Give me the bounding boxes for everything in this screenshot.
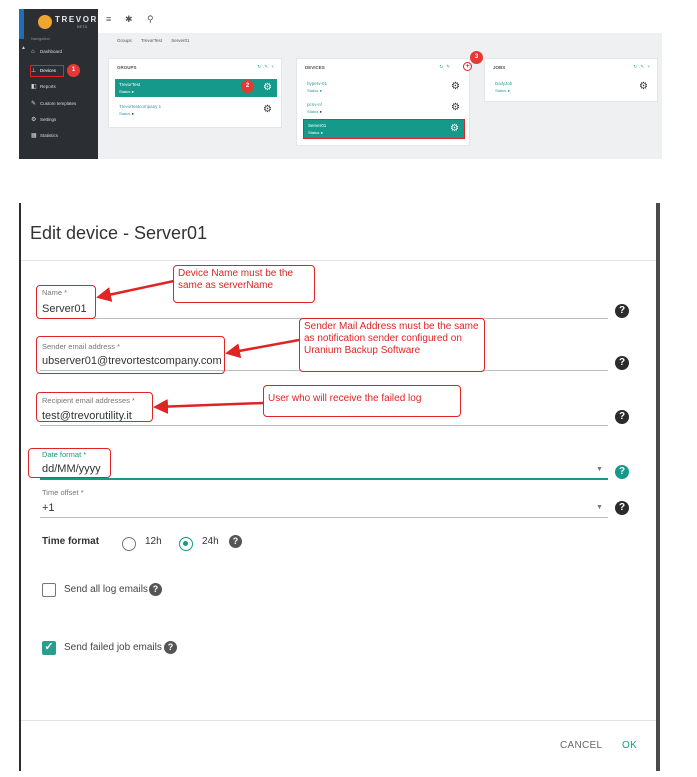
help-icon[interactable]: ? bbox=[229, 535, 242, 548]
row-status: Status ● bbox=[495, 88, 510, 93]
gear-icon[interactable]: ⚙ bbox=[451, 81, 460, 92]
name-highlight-box bbox=[36, 285, 96, 319]
recipient-highlight-box bbox=[36, 392, 153, 422]
time-offset-underline bbox=[40, 517, 608, 518]
home-icon: ⌂ bbox=[31, 49, 35, 55]
breadcrumb-item: Server01 bbox=[171, 38, 190, 43]
app-screenshot bbox=[19, 9, 662, 159]
help-icon[interactable]: ? bbox=[615, 501, 629, 515]
time-format-label: Time format bbox=[42, 536, 100, 547]
dialog-right-edge bbox=[656, 203, 660, 771]
gear-icon[interactable]: ✱ bbox=[125, 14, 133, 24]
panel-tools[interactable]: ↻ ✎ bbox=[439, 64, 451, 69]
gear-icon[interactable]: ⚙ bbox=[263, 104, 272, 115]
row-status: Status ● bbox=[119, 111, 134, 116]
sidebar-item-label: Settings bbox=[40, 117, 57, 122]
gear-icon[interactable]: ⚙ bbox=[450, 123, 459, 134]
time-offset-label: Time offset * bbox=[42, 488, 84, 497]
row-name: DailyJob bbox=[495, 81, 513, 86]
dropdown-caret-icon[interactable]: ▼ bbox=[596, 466, 603, 473]
sidebar-item-label: Statistics bbox=[40, 133, 59, 138]
time-format-12h-radio[interactable] bbox=[122, 537, 136, 551]
dialog-title: Edit device - Server01 bbox=[30, 223, 208, 243]
date-format-label: Date format * bbox=[42, 450, 87, 459]
step-badge-3: 3 bbox=[470, 51, 483, 64]
name-annotation: Device Name must be the same as serverName bbox=[173, 265, 315, 303]
dialog-left-edge bbox=[19, 203, 21, 771]
help-icon[interactable]: ? bbox=[615, 304, 629, 318]
row-status: Status ● bbox=[119, 89, 134, 94]
time-format-24h-radio[interactable] bbox=[179, 537, 193, 551]
ok-button[interactable]: OK bbox=[622, 740, 638, 751]
sidebar-item-custom-templates[interactable] bbox=[19, 97, 98, 111]
device-row[interactable] bbox=[303, 99, 465, 117]
panel-title: JOBS bbox=[493, 65, 506, 70]
group-row[interactable] bbox=[115, 101, 277, 119]
panel-title: DEVICES bbox=[305, 65, 325, 70]
help-icon[interactable]: ? bbox=[149, 583, 162, 596]
help-icon[interactable]: ? bbox=[615, 356, 629, 370]
cancel-button[interactable]: CANCEL bbox=[560, 740, 603, 751]
sidebar-item-label: Dashboard bbox=[40, 49, 63, 54]
gear-icon[interactable]: ⚙ bbox=[639, 81, 648, 92]
sidebar-item-label: Devices bbox=[40, 68, 57, 73]
job-row[interactable] bbox=[491, 78, 653, 96]
sidebar-item-label: Custom templates bbox=[40, 101, 77, 106]
help-icon[interactable]: ? bbox=[164, 641, 177, 654]
add-device-icon[interactable]: + bbox=[463, 62, 472, 71]
device-row-selected[interactable] bbox=[303, 119, 465, 139]
sender-highlight-box bbox=[36, 336, 225, 374]
statistics-icon: ▦ bbox=[31, 133, 37, 139]
sidebar-edge bbox=[19, 9, 24, 39]
date-format-select[interactable]: dd/MM/yyyy bbox=[42, 463, 101, 475]
row-name: Server01 bbox=[308, 123, 327, 128]
sender-field-label: Sender email address * bbox=[42, 342, 120, 351]
nav-label: Navigation bbox=[31, 36, 50, 41]
sidebar-item-reports[interactable] bbox=[19, 80, 98, 94]
name-field[interactable]: Server01 bbox=[42, 303, 87, 315]
title-divider bbox=[21, 260, 656, 261]
wrench-icon[interactable]: ⚲ bbox=[147, 14, 154, 24]
step-badge-1: 1 bbox=[67, 64, 80, 77]
row-name: Trevortestcompany 1 bbox=[119, 104, 162, 109]
top-bar bbox=[98, 9, 662, 33]
device-icon: ⊥ bbox=[31, 68, 37, 74]
reports-icon: ◧ bbox=[31, 84, 37, 90]
row-status: Status ● bbox=[308, 130, 323, 135]
gear-icon[interactable]: ⚙ bbox=[451, 102, 460, 113]
footer-divider bbox=[21, 720, 656, 721]
logo-icon bbox=[38, 15, 52, 29]
devices-panel bbox=[296, 58, 470, 146]
dropdown-caret-icon[interactable]: ▼ bbox=[596, 504, 603, 511]
row-name: pcnv-nf bbox=[307, 102, 322, 107]
breadcrumb bbox=[117, 38, 198, 43]
send-all-log-emails-label: Send all log emails bbox=[64, 584, 148, 595]
gear-icon[interactable]: ⚙ bbox=[263, 82, 272, 93]
edit-device-dialog bbox=[19, 203, 660, 771]
sidebar-item-statistics[interactable] bbox=[19, 129, 98, 143]
groups-panel bbox=[108, 58, 282, 128]
recipient-annotation: User who will receive the failed log bbox=[263, 385, 461, 417]
sender-annotation: Sender Mail Address must be the same as notification sender configured on Uranium Backup Software bbox=[299, 318, 485, 372]
send-failed-job-emails-label: Send failed job emails bbox=[64, 642, 162, 653]
date-format-highlight-box bbox=[28, 448, 111, 478]
sender-email-field[interactable]: ubserver01@trevortestcompany.com bbox=[42, 355, 222, 367]
panel-title: GROUPS bbox=[117, 65, 137, 70]
breadcrumb-item[interactable]: Groups bbox=[117, 38, 132, 43]
row-status: Status ● bbox=[307, 88, 322, 93]
help-icon[interactable]: ? bbox=[615, 465, 629, 479]
time-format-24h-label: 24h bbox=[202, 536, 219, 547]
row-name: TrevorTest bbox=[119, 82, 141, 87]
device-row[interactable] bbox=[303, 78, 465, 96]
sidebar-item-settings[interactable] bbox=[19, 113, 98, 127]
logo-text: TREVOR bbox=[55, 15, 98, 24]
sidebar-item-dashboard[interactable] bbox=[19, 45, 98, 59]
step-badge-2: 2 bbox=[241, 80, 254, 93]
send-failed-job-emails-checkbox[interactable]: ✓ bbox=[42, 641, 56, 655]
panel-tools[interactable]: ↻ ✎ + bbox=[257, 64, 275, 69]
row-name: hyperv-01 bbox=[307, 81, 328, 86]
row-status: Status ● bbox=[307, 109, 322, 114]
menu-icon[interactable]: ≡ bbox=[106, 14, 112, 24]
sidebar-item-label: Reports bbox=[40, 84, 56, 89]
jobs-panel bbox=[484, 58, 658, 102]
template-icon: ✎ bbox=[31, 101, 37, 107]
sidebar bbox=[19, 9, 98, 159]
gear-icon: ⚙ bbox=[31, 117, 37, 123]
logo-subtitle: BETA bbox=[77, 24, 88, 29]
collapse-caret-icon[interactable]: ▲ bbox=[21, 45, 26, 51]
time-format-12h-label: 12h bbox=[145, 536, 162, 547]
panel-tools[interactable]: ↻ ✎ + bbox=[633, 64, 651, 69]
recipient-field-underline bbox=[40, 425, 608, 426]
recipient-field-label: Recipient email addresses * bbox=[42, 396, 135, 405]
date-format-underline bbox=[40, 478, 608, 480]
name-field-label: Name * bbox=[42, 288, 68, 297]
recipient-email-field[interactable]: test@trevorutility.it bbox=[42, 410, 132, 422]
breadcrumb-item[interactable]: TrevorTest bbox=[140, 38, 163, 43]
time-offset-select[interactable]: +1 bbox=[42, 502, 55, 514]
send-all-log-emails-checkbox[interactable] bbox=[42, 583, 56, 597]
help-icon[interactable]: ? bbox=[615, 410, 629, 424]
devices-highlight-box bbox=[30, 65, 64, 77]
